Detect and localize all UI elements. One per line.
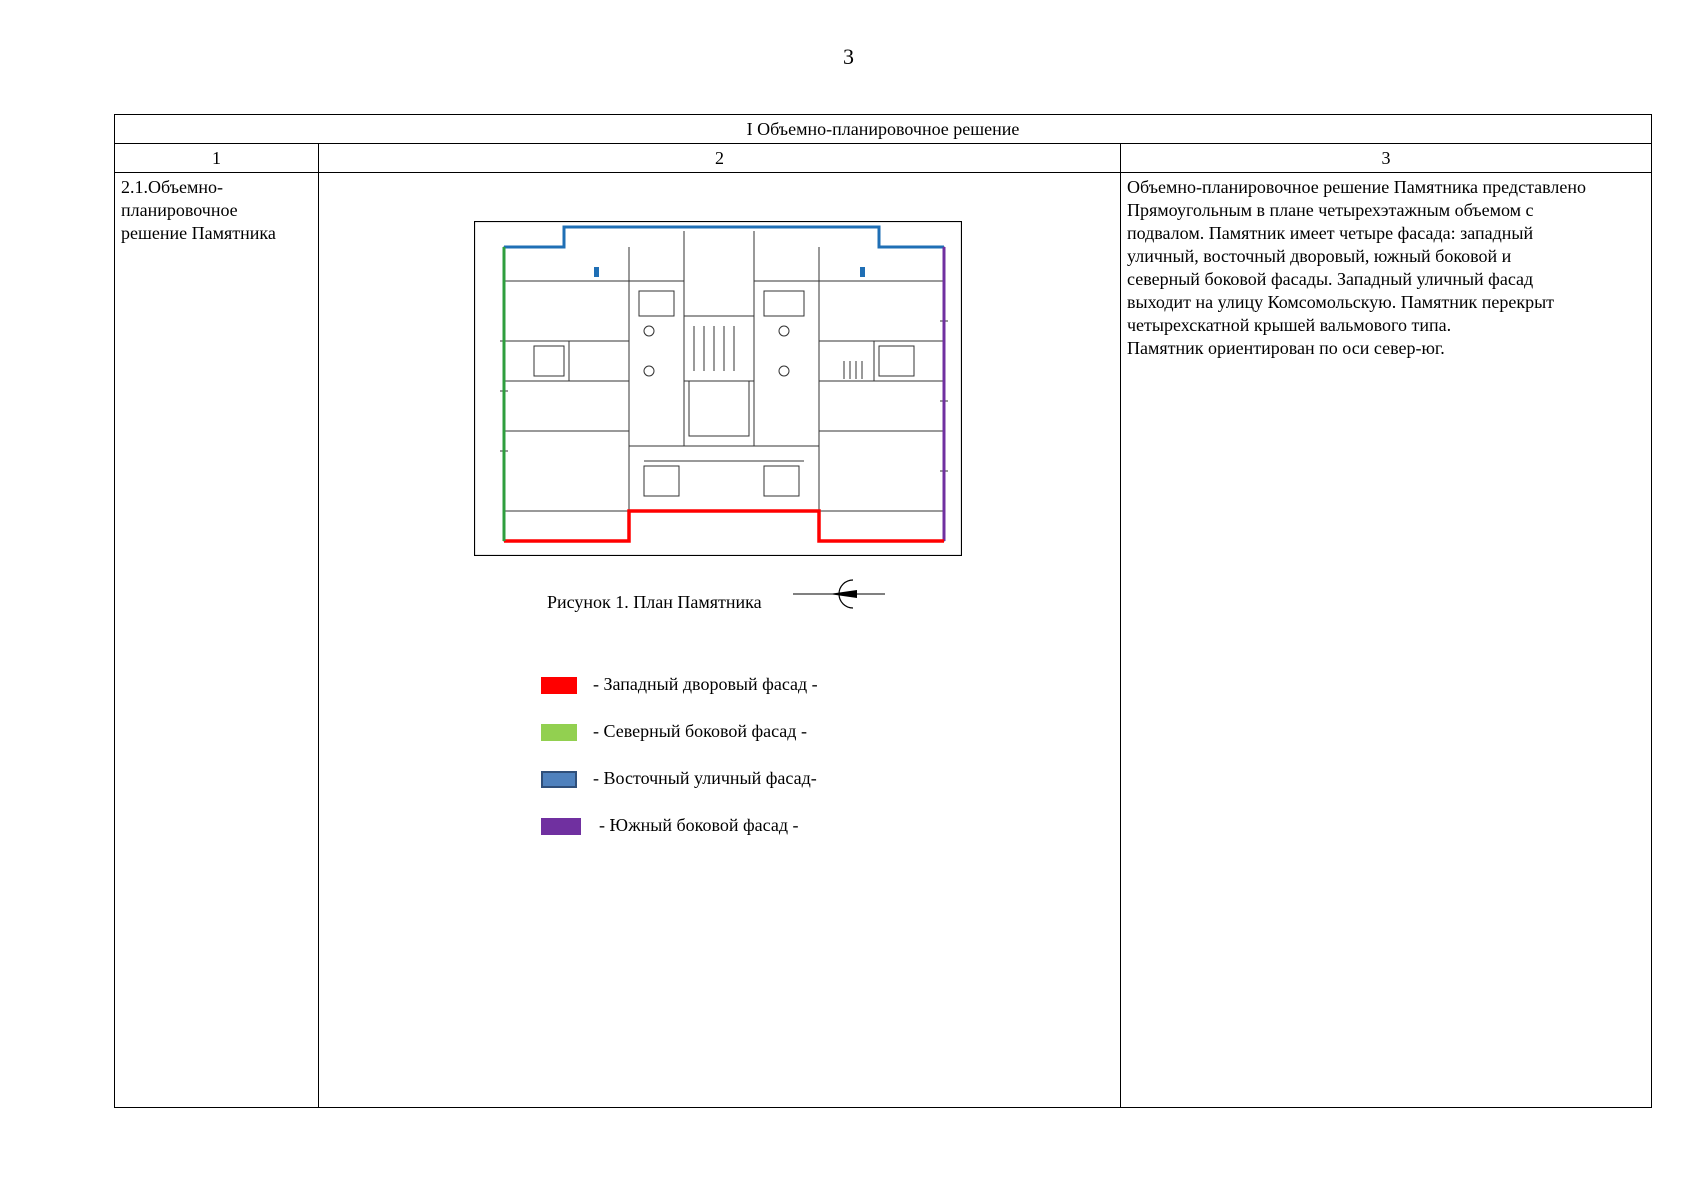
description-line: северный боковой фасады. Западный уличный фасад [1127,269,1534,289]
table-title: I Объемно-планировочное решение [115,115,1652,144]
legend-swatch [541,724,577,741]
description-line: Объемно-планировочное решение Памятника представлено [1127,177,1587,197]
description-line: выходит на улицу Комсомольскую. Памятник перекрыт [1127,292,1555,312]
section-label-line: 2.1.Объемно- [121,177,224,197]
north-arrow-icon [791,577,887,617]
floor-plan-image [474,221,962,556]
description-line: Памятник ориентирован по оси север-юг. [1127,338,1445,358]
table-title-row [115,115,1652,144]
section-label [115,173,319,1108]
description-line: Прямоугольным в плане четырехэтажным объемом с [1127,200,1534,220]
description-cell [1121,173,1652,1108]
description-line: подвалом. Памятник имеет четыре фасада: западный [1127,223,1534,243]
legend-swatch [541,771,577,788]
legend-swatch [541,818,581,835]
section-label-line: решение Памятника [121,223,276,243]
description-line: четырехскатной крышей вальмового типа. [1127,315,1452,335]
table-row [115,173,1652,1108]
column-number-1: 1 [115,144,319,173]
figure-cell [319,173,1121,1108]
legend-label: - Восточный уличный фасад- [593,768,817,788]
description-line: уличный, восточный дворовый, южный боковой и [1127,246,1512,266]
column-number-3: 3 [1121,144,1652,173]
page-number: 3 [843,44,854,69]
column-number-row [115,144,1652,173]
section-label-line: планировочное [121,200,238,220]
legend-label: - Северный боковой фасад - [593,721,807,741]
legend-swatch [541,677,577,694]
column-number-2: 2 [319,144,1121,173]
legend-label: - Западный дворовый фасад - [593,674,818,694]
legend-label: - Южный боковой фасад - [599,815,799,835]
document-table [114,114,1652,1108]
figure-caption: Рисунок 1. План Памятника [547,592,762,612]
